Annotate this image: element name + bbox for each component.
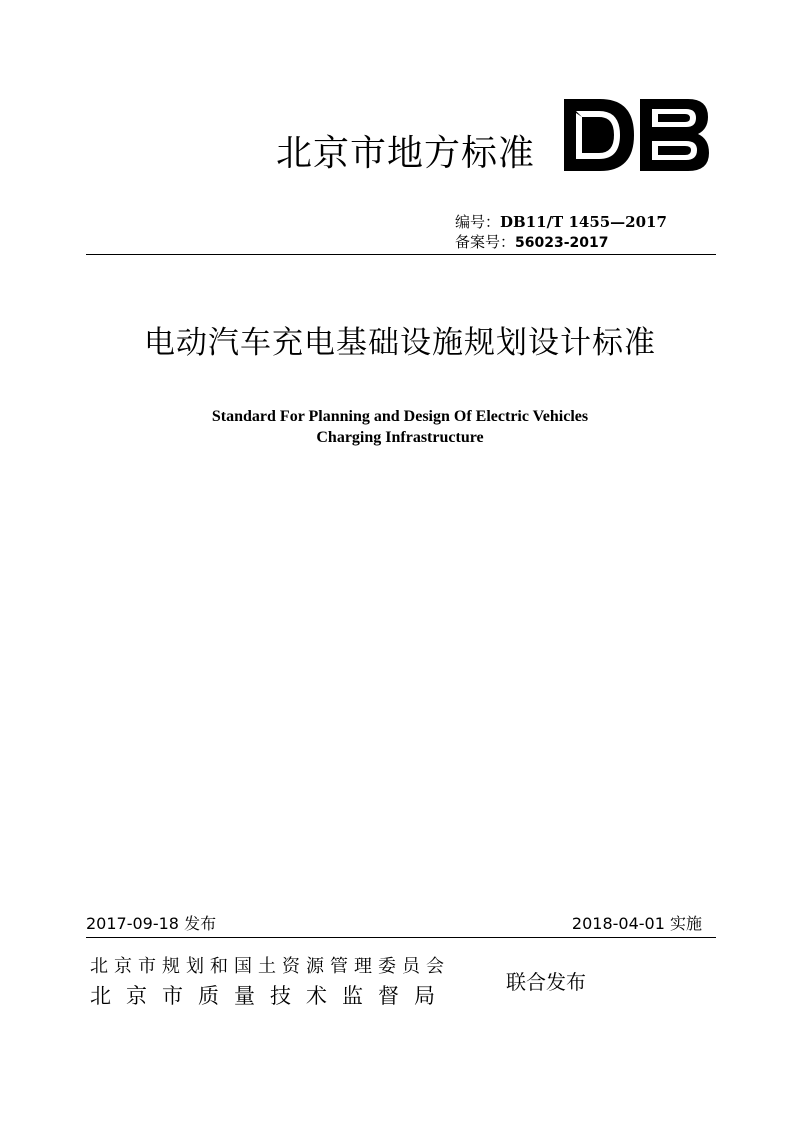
implement-date: 2018-04-01 实施 [571, 914, 702, 933]
bottom-divider [86, 937, 716, 938]
standard-number [455, 212, 667, 232]
record-number-value: 56023-2017 [515, 235, 609, 251]
issuer-quality-bureau: 北京市质量技术监督局 [90, 984, 450, 1008]
top-divider [86, 254, 716, 255]
english-title-line2: Charging Infrastructure [316, 429, 484, 446]
standard-type-heading: 北京市地方标准 [276, 133, 536, 174]
issuer-planning-commission: 北京市规划和国土资源管理委员会 [90, 956, 450, 977]
standard-number-label: 编号： [455, 213, 501, 231]
english-title-line1: Standard For Planning and Design Of Electric Vehicles [211, 408, 589, 425]
standard-number-value: DB11/T 1455—2017 [500, 213, 667, 231]
joint-release-label: 联合发布 [506, 970, 586, 994]
db-logo [562, 97, 710, 173]
record-number-label: 备案号： [455, 233, 516, 251]
record-number [455, 232, 609, 253]
publish-date: 2017-09-18 发布 [86, 914, 217, 933]
chinese-title: 电动汽车充电基础设施规划设计标准 [144, 325, 656, 361]
